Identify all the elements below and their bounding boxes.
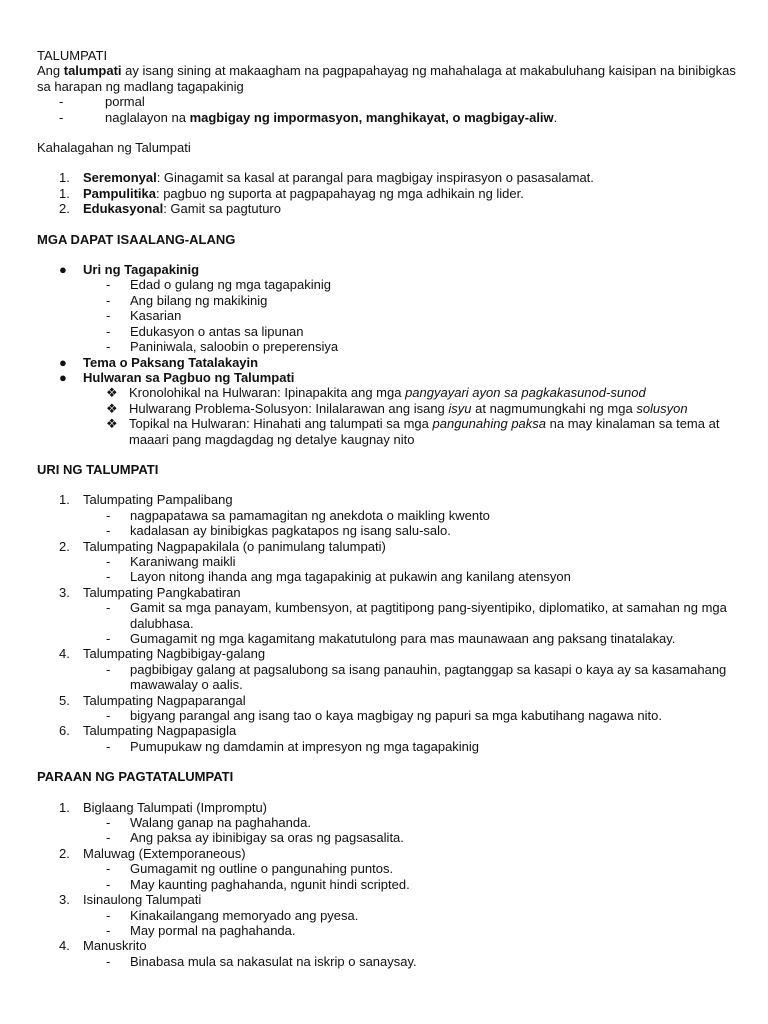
diamond-text: at nagmumungkahi ng mga <box>471 400 637 416</box>
kahalagahan-list <box>37 170 737 216</box>
dash-text: Binabasa mula sa nakasulat na iskrip o sanaysay. <box>130 953 417 969</box>
dash-text: Gamit sa mga panayam, kumbensyon, at pagtitipong pang-siyentipiko, diplomatiko, at samahan ng mga dalubhasa. <box>130 600 727 631</box>
list-marker: - <box>106 569 111 585</box>
dash-text: Pumupukaw ng damdamin at impresyon ng mga tagapakinig <box>130 738 480 754</box>
list-marker: - <box>106 523 111 539</box>
numbered-item <box>37 892 737 907</box>
item-label: Maluwag (Extemporaneous) <box>83 845 246 861</box>
list-marker: - <box>106 308 111 324</box>
numbered-item <box>37 938 737 953</box>
item-label: Talumpating Nagpapakilala (o panimulang talumpati) <box>83 538 386 554</box>
numbered-item <box>37 539 737 554</box>
item-number: 1. <box>59 170 70 186</box>
uri-list <box>37 492 737 754</box>
list-marker: - <box>106 708 111 724</box>
item-number: 1. <box>59 185 70 201</box>
list-marker: - <box>106 922 111 938</box>
item-number: 6. <box>59 723 70 739</box>
intro-dash-item: - naglalayon na magbigay ng impormasyon, manghikayat, o magbigay-aliw. <box>59 109 558 125</box>
dash-text: Gumagamit ng outline o pangunahing puntos. <box>130 861 394 877</box>
dash-item <box>37 708 737 723</box>
diamond-text: Kronolohikal na Hulwaran: Ipinapakita ang mga <box>129 385 406 401</box>
dash-item <box>37 277 737 292</box>
dash-item <box>37 830 737 845</box>
item-label: Manuskrito <box>83 938 147 954</box>
dash-item <box>37 954 737 969</box>
numbered-item <box>37 585 737 600</box>
dash-text: Ang paksa ay ibinibigay sa oras ng pagsasalita. <box>130 830 404 846</box>
dash-item <box>37 739 737 754</box>
bullet-item: ● Hulwaran sa Pagbuo ng Talumpati <box>59 369 295 385</box>
dash-item <box>37 815 737 830</box>
document-page <box>37 48 737 969</box>
dash-text: Paniniwala, saloobin o preperensiya <box>130 339 339 355</box>
dapat-sublist <box>37 277 737 354</box>
numbered-item <box>37 492 737 507</box>
item-number: 4. <box>59 938 70 954</box>
dash-item <box>37 308 737 323</box>
dash-text: Layon nitong ihanda ang mga tagapakinig at pukawin ang kanilang atensyon <box>130 569 571 585</box>
item-label: Talumpating Nagpapasigla <box>83 723 237 739</box>
dash-item <box>37 923 737 938</box>
numbered-item <box>37 723 737 738</box>
dash-item <box>37 324 737 339</box>
list-marker: - <box>106 507 111 523</box>
dash-text: May kaunting paghahanda, ngunit hindi scripted. <box>130 876 410 892</box>
item-number: 4. <box>59 646 70 662</box>
item-label: Talumpating Pangkabatiran <box>83 584 241 600</box>
numbered-item <box>37 186 737 201</box>
item-bold: Pampulitika <box>83 185 156 201</box>
dash-item <box>37 662 737 693</box>
dash-item <box>37 554 737 569</box>
dash-text: bigyang parangal ang isang tao o kaya magbigay ng papuri sa mga kabutihang nagawa nito. <box>130 708 662 724</box>
item-number: 2. <box>59 538 70 554</box>
dash-text: Walang ganap na paghahanda. <box>130 815 311 831</box>
numbered-item <box>37 646 737 661</box>
diamond-icon: ❖ <box>106 400 118 416</box>
dash-text: Edukasyon o antas sa lipunan <box>130 323 304 339</box>
item-number: 3. <box>59 892 70 908</box>
uri-heading: URI NG TALUMPATI <box>37 461 159 477</box>
dash-text: Ang bilang ng makikinig <box>130 292 268 308</box>
dash-item <box>37 877 737 892</box>
intro-dash-item: - pormal <box>59 94 145 110</box>
item-label: Isinaulong Talumpati <box>83 892 202 908</box>
item-number: 2. <box>59 845 70 861</box>
bullet-label: Uri ng Tagapakinig <box>83 262 200 278</box>
list-marker: - <box>106 815 111 831</box>
intro-bold: talumpati <box>63 63 122 79</box>
intro-paragraph <box>37 63 737 94</box>
list-marker: - <box>106 861 111 877</box>
item-number: 1. <box>59 799 70 815</box>
numbered-item <box>37 846 737 861</box>
intro-text-2: ay isang sining at makaagham na pagpapahayag ng mahahalaga at makabuluhang kaisipan na binibigkas sa harapan ng madlang tagapakinig <box>37 63 736 94</box>
dash-text: kadalasan ay binibigkas pagkatapos ng isang salu-salo. <box>130 523 451 539</box>
item-text: : Gamit sa pagtuturo <box>163 201 281 217</box>
intro-dash-text: naglalayon na <box>105 109 190 125</box>
item-label: Talumpating Nagpaparangal <box>83 692 246 708</box>
dash-text: Karaniwang maikli <box>130 553 236 569</box>
kahalagahan-heading: Kahalagahan ng Talumpati <box>37 140 191 156</box>
diamond-item <box>37 416 737 447</box>
numbered-item <box>37 800 737 815</box>
dash-text: Kasarian <box>130 308 182 324</box>
list-marker: - <box>106 339 111 355</box>
dash-item <box>37 908 737 923</box>
item-label: Biglaang Talumpati (Impromptu) <box>83 799 268 815</box>
list-marker: - <box>106 277 111 293</box>
bullet-item: ● Uri ng Tagapakinig <box>59 262 200 278</box>
diamond-text: Hulwarang Problema-Solusyon: Inilalarawan ang isang <box>129 400 449 416</box>
item-text: : Ginagamit sa kasal at parangal para magbigay inspirasyon o pasasalamat. <box>156 170 594 186</box>
dapat-heading: MGA DAPAT ISAALANG-ALANG <box>37 231 236 247</box>
item-number: 3. <box>59 584 70 600</box>
dash-item <box>37 600 737 631</box>
dash-item <box>37 293 737 308</box>
intro-dash-text: pormal <box>105 94 145 110</box>
item-number: 2. <box>59 201 70 217</box>
list-marker: - <box>106 953 111 969</box>
list-marker: - <box>106 323 111 339</box>
diamond-italic: isyu <box>448 400 472 416</box>
diamond-item <box>37 401 737 416</box>
dash-item <box>37 569 737 584</box>
numbered-item <box>37 170 737 185</box>
intro-dash-end: . <box>553 109 558 125</box>
item-label: Talumpating Pampalibang <box>83 492 233 508</box>
dash-item <box>37 339 737 354</box>
dash-text: Gumagamit ng mga kagamitang makatutulong para mas maunawaan ang paksang tinatalakay. <box>130 631 676 646</box>
item-number: 1. <box>59 492 70 508</box>
doc-title: TALUMPATI <box>37 48 108 63</box>
list-marker: - <box>106 661 111 677</box>
numbered-item <box>37 201 737 216</box>
paraan-heading: PARAAN NG PAGTATALUMPATI <box>37 769 234 785</box>
list-marker: - <box>106 292 111 308</box>
diamond-italic: solusyon <box>636 400 688 416</box>
list-marker: - <box>106 830 111 846</box>
list-marker: - <box>106 907 111 923</box>
dash-text: May pormal na paghahanda. <box>130 922 296 938</box>
item-bold: Edukasyonal <box>83 201 164 217</box>
item-bold: Seremonyal <box>83 170 157 186</box>
diamond-text: Topikal na Hulwaran: Hinahati ang talumpati sa mga <box>129 416 433 432</box>
diamond-item <box>37 385 737 400</box>
paraan-list <box>37 800 737 969</box>
list-marker: - <box>106 738 111 754</box>
list-marker: - <box>106 600 111 616</box>
bullet-item: ● Tema o Paksang Tatalakayin <box>59 354 259 370</box>
bullet-label: Hulwaran sa Pagbuo ng Talumpati <box>83 369 295 385</box>
dash-item <box>37 523 737 538</box>
dash-text: pagbibigay galang at pagsalubong sa isang panauhin, pagtanggap sa kasapi o kaya ay sa kasamahang mawawalay o aalis. <box>130 661 727 693</box>
item-label: Talumpating Nagbibigay-galang <box>83 646 266 662</box>
diamond-icon: ❖ <box>106 416 118 432</box>
dash-item <box>37 861 737 876</box>
diamond-icon: ❖ <box>106 385 118 401</box>
item-number: 5. <box>59 692 70 708</box>
dash-item <box>37 508 737 523</box>
diamond-italic: pangunahing paksa <box>432 416 547 432</box>
list-marker: - <box>106 631 111 646</box>
dash-item <box>37 631 737 646</box>
diamond-text: na may kinalaman sa tema at maaari pang magdagdag ng detalye kaugnay nito <box>129 416 720 447</box>
intro-text: Ang <box>37 63 64 79</box>
numbered-item <box>37 693 737 708</box>
dash-text: Edad o gulang ng mga tagapakinig <box>130 277 331 293</box>
dash-text: nagpapatawa sa pamamagitan ng anekdota o maikling kwento <box>130 507 490 523</box>
bullet-label: Tema o Paksang Tatalakayin <box>83 354 259 370</box>
item-text: : pagbuo ng suporta at pagpapahayag ng mga adhikain ng lider. <box>155 185 524 201</box>
list-marker: - <box>106 876 111 892</box>
list-marker: - <box>106 553 111 569</box>
intro-dash-bold: magbigay ng impormasyon, manghikayat, o magbigay-aliw <box>189 109 554 125</box>
dash-text: Kinakailangang memoryado ang pyesa. <box>130 907 359 923</box>
diamond-italic: pangyayari ayon sa pagkakasunod-sunod <box>405 385 646 401</box>
